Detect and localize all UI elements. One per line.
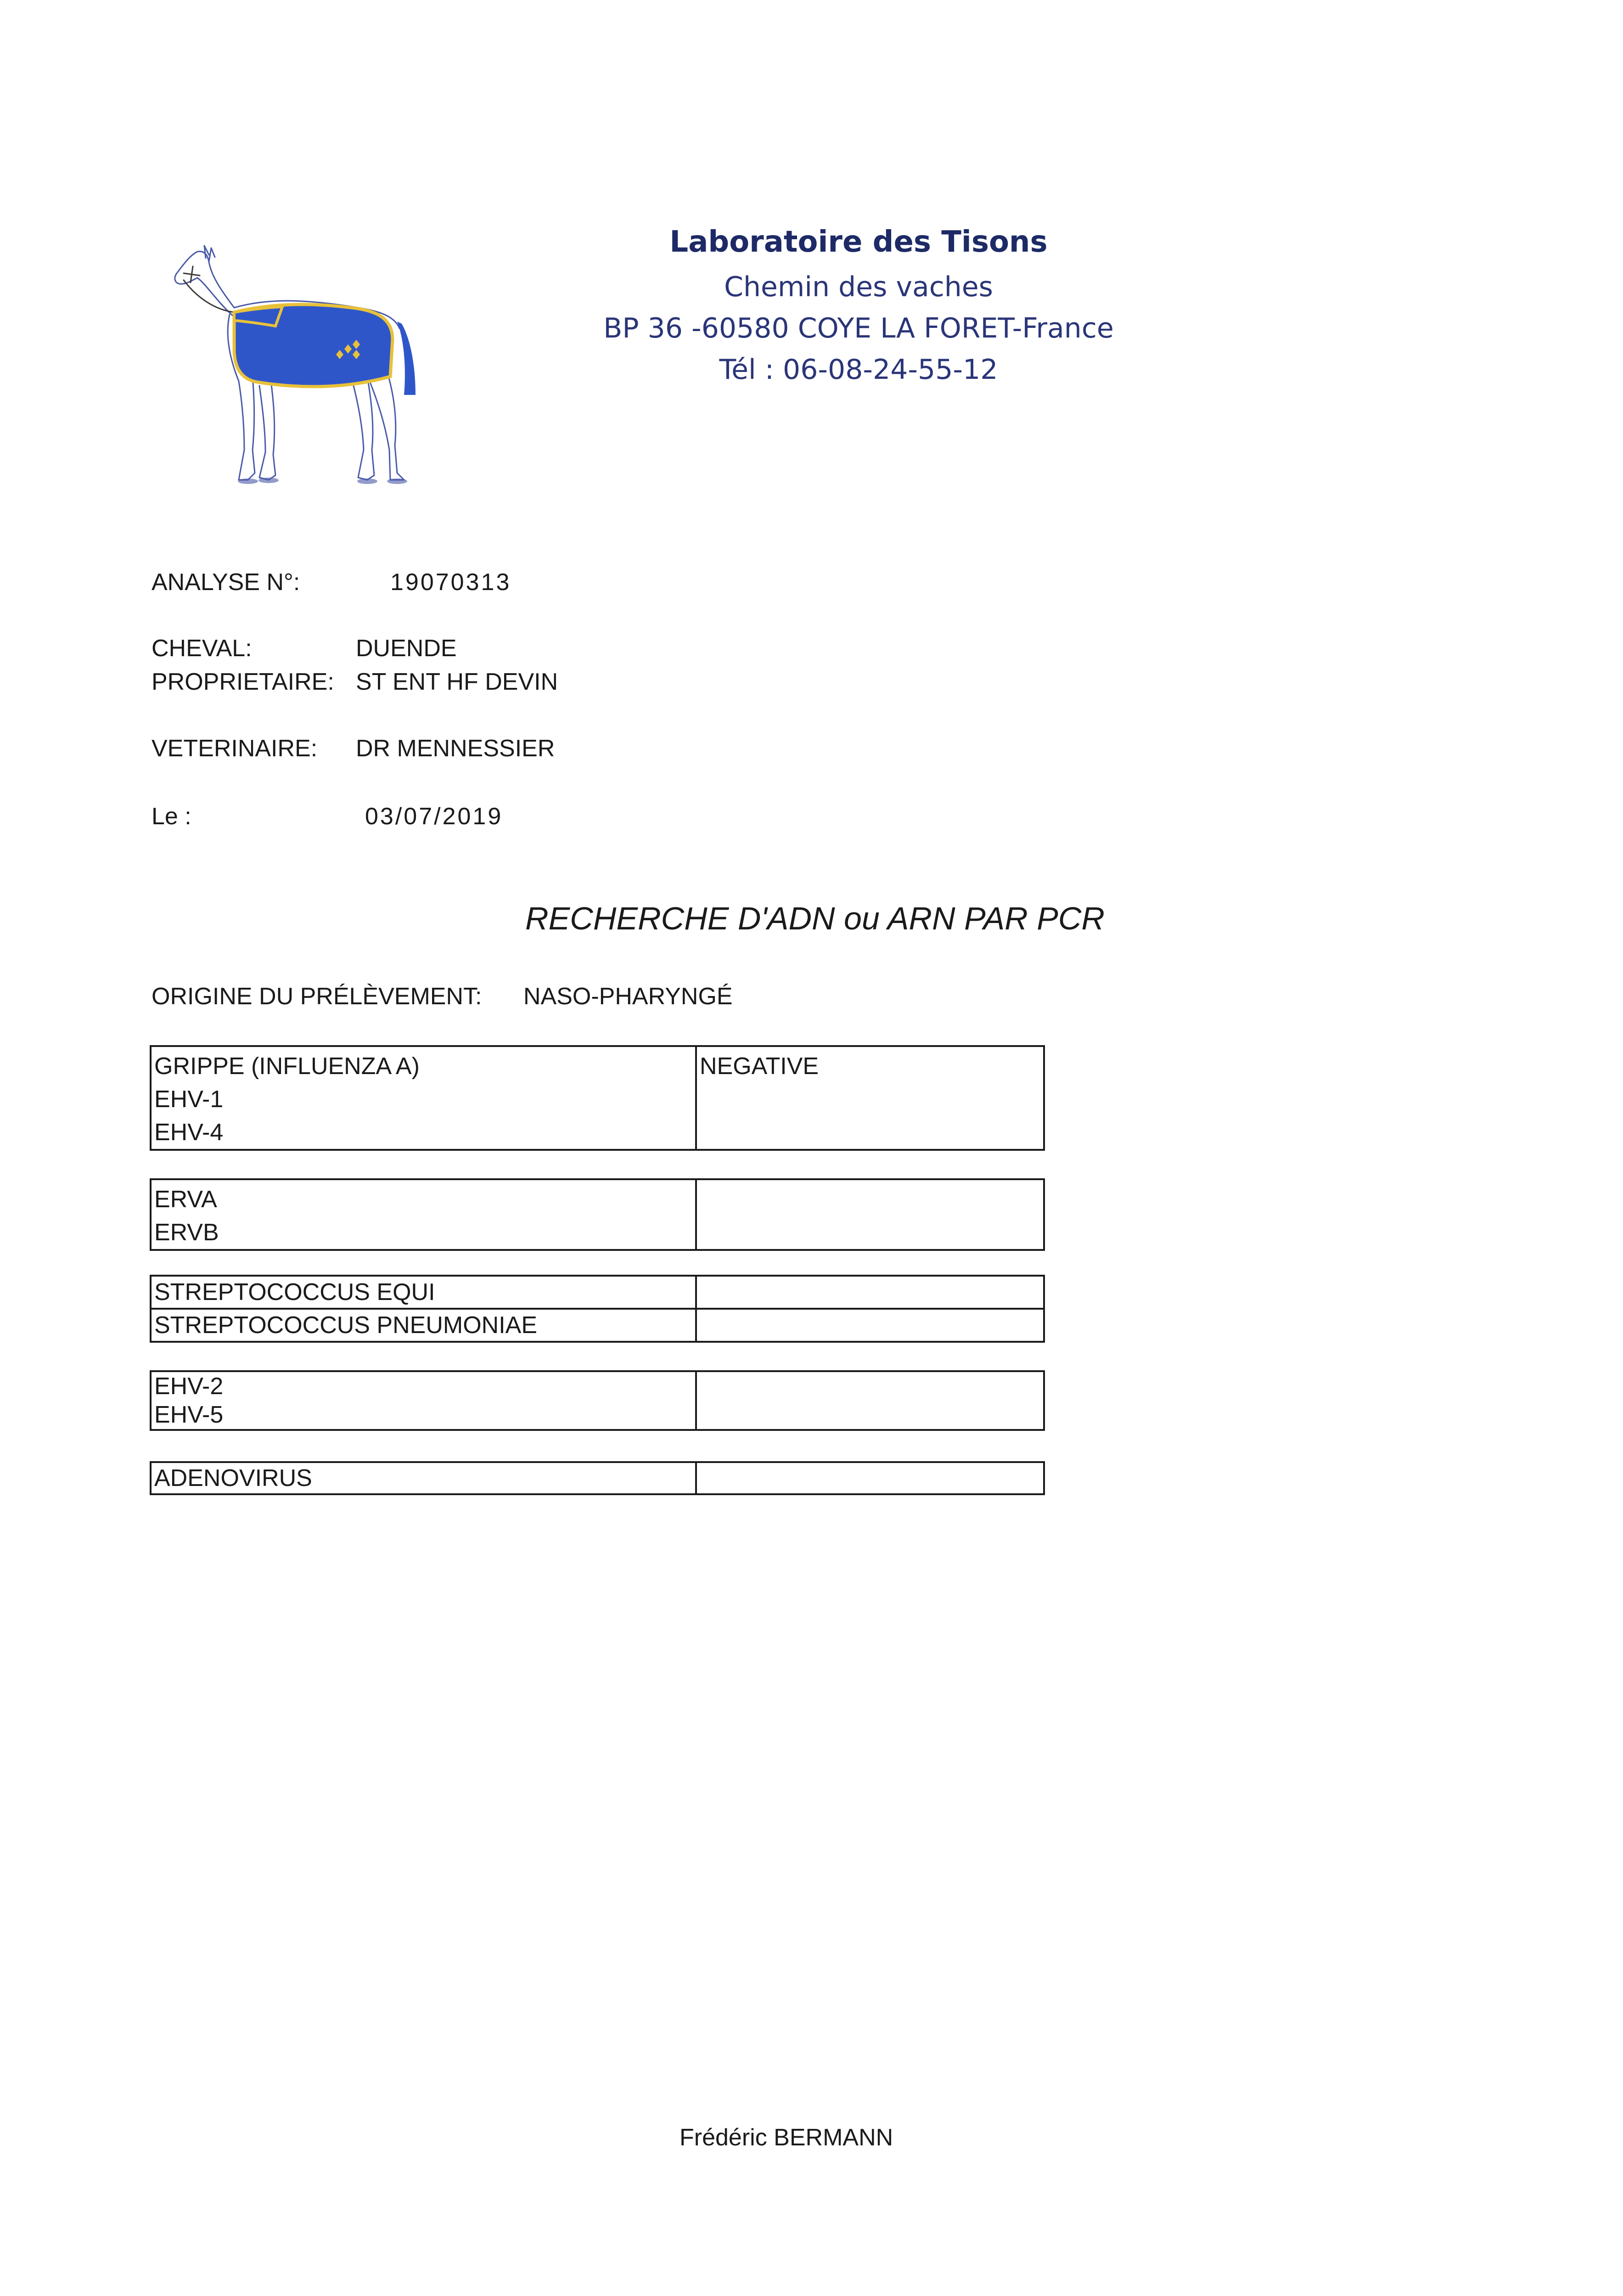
- veterinaire-label: VETERINAIRE:: [152, 735, 318, 762]
- proprietaire-value: ST ENT HF DEVIN: [356, 669, 558, 695]
- origine-value: NASO-PHARYNGÉ: [523, 983, 733, 1010]
- test-names-cell: [151, 1046, 696, 1150]
- table-row: [151, 1179, 1044, 1250]
- results-table-group-3: [150, 1275, 1045, 1343]
- horse-logo: [165, 230, 496, 505]
- results-table-group-5: [150, 1461, 1045, 1495]
- lab-name: Laboratoire des Tisons: [669, 225, 1048, 259]
- result-cell: [696, 1276, 1044, 1309]
- test-name: STREPTOCOCCUS EQUI: [151, 1276, 696, 1309]
- analyse-value: 19070313: [390, 569, 511, 596]
- proprietaire-label: PROPRIETAIRE:: [152, 669, 334, 695]
- test-name: EHV-4: [154, 1119, 224, 1146]
- table-row: [151, 1371, 1044, 1430]
- test-name: ADENOVIRUS: [151, 1462, 696, 1494]
- origine-label: ORIGINE DU PRÉLÈVEMENT:: [152, 983, 482, 1010]
- cheval-label: CHEVAL:: [152, 635, 252, 662]
- date-value: 03/07/2019: [365, 803, 503, 830]
- result-cell: [696, 1309, 1044, 1342]
- result-cell: NEGATIVE: [696, 1046, 1044, 1150]
- test-name: STREPTOCOCCUS PNEUMONIAE: [151, 1309, 696, 1342]
- lab-street: Chemin des vaches: [724, 271, 993, 303]
- test-name: ERVA: [154, 1186, 217, 1213]
- test-name: EHV-2: [154, 1373, 224, 1400]
- test-names-cell: [151, 1371, 696, 1430]
- lab-phone: Tél : 06-08-24-55-12: [719, 354, 998, 386]
- test-name: GRIPPE (INFLUENZA A): [154, 1053, 420, 1080]
- date-label: Le :: [152, 803, 191, 830]
- result-cell: [696, 1462, 1044, 1494]
- test-names-cell: [151, 1179, 696, 1250]
- cheval-value: DUENDE: [356, 635, 457, 662]
- table-row: [151, 1309, 1044, 1342]
- lab-address: BP 36 -60580 COYE LA FORET-France: [603, 312, 1114, 344]
- results-table-group-2: [150, 1178, 1045, 1251]
- signature-name: Frédéric BERMANN: [680, 2124, 893, 2151]
- table-row: [151, 1046, 1044, 1150]
- result-cell: [696, 1371, 1044, 1430]
- table-row: [151, 1276, 1044, 1309]
- test-name: EHV-1: [154, 1086, 224, 1113]
- table-row: [151, 1462, 1044, 1494]
- results-table-group-1: [150, 1045, 1045, 1151]
- results-table-group-4: [150, 1370, 1045, 1431]
- result-cell: [696, 1179, 1044, 1250]
- analysis-title: RECHERCHE D'ADN ou ARN PAR PCR: [525, 900, 1105, 936]
- analyse-label: ANALYSE N°:: [152, 569, 300, 596]
- test-name: ERVB: [154, 1219, 219, 1246]
- veterinaire-value: DR MENNESSIER: [356, 735, 555, 762]
- test-name: EHV-5: [154, 1401, 224, 1428]
